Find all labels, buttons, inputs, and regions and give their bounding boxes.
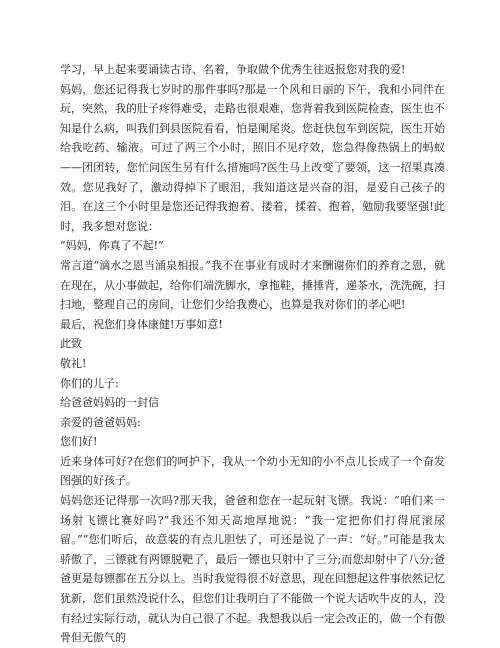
paragraph-darts-memory: 妈妈您还记得那一次吗?那天我，爸爸和您在一起玩射飞镖。我说：“咱们来一场射飞镖比赛好吗?”我还不知天高地厚地说：“我一定把你们打得屁滚尿留。”“您们听后，故意装的有点儿胆怯了，可还是说了一声：“好。”可能是我太骄傲了，三镖就有两镖脱靶了，最后一镖也只射中了三分;而您却射中了八分;爸爸更是每镖都在五分以上。当时我觉得很不好意思，现在回想起这件事依然记忆犹新，您们虽然没说什么，但您们让我明白了不能做一个说大话吹牛皮的人，没有经过实际行动，就认为自己很了不起。我想我以后一定会改正的，做一个有傲骨但无傲气的 (60, 494, 445, 645)
closing-cizhi: 此致 (60, 337, 82, 351)
paragraph-wishes: 最后，祝您们身体康健!万事如意! (60, 317, 223, 331)
letter-title: 给爸爸妈妈的一封信 (60, 396, 159, 410)
salutation: 亲爱的爸爸妈妈: (60, 415, 141, 429)
greeting: 您们好! (60, 435, 98, 449)
signature-son: 你们的儿子: (60, 376, 119, 390)
letter-page (60, 60, 445, 648)
closing-jingli: 敬礼! (60, 356, 87, 370)
paragraph-hospital-memory: 妈妈，您还记得我七岁时的那件事吗?那是一个风和日丽的下午，我和小同伴在玩，突然，我的肚子疼得难受，走路也很艰难，您背着我到医院检查，医生也不知是什么病，叫我们到县医院看看，怕是阑尾炎。您赶快包车到医院，医生开始给我吃药、输液。可过了两三个小时，照旧不见疗效，您急得像热锅上的蚂蚁——团团转，您忙问医生另有什么措施吗?医生马上改变了要领，这一招果真凑效。您见我好了，激动得掉下了眼泪，我知道这是兴奋的泪，是爱自己孩子的泪。在这三个小时里是您还记得我抱着、搂着，揉着、抱着，勉励我要坚强!此时，我多想对您说： (60, 82, 445, 233)
paragraph-growth: 近来身体可好?在您们的呵护下，我从一个幼小无知的小不点儿长成了一个奋发图强的好孩子。 (60, 454, 445, 488)
paragraph-gratitude: 常言道“滴水之恩当涌泉相报。”我不在事业有成时才来酬谢你们的养育之恩，就在现在，从小事做起，给你们端洗脚水，拿拖鞋，捶捶背，递茶水，洗洗碗，扫扫地，整理自己的房间，让您们少给我费心，也算是我对你们的孝心吧! (60, 258, 445, 312)
paragraph-study: 学习，早上起来要诵读古诗、名着，争取做个优秀生往返报您对我的爱! (60, 63, 406, 76)
paragraph-quote-mother: “妈妈，你真了不起!” (60, 239, 164, 253)
